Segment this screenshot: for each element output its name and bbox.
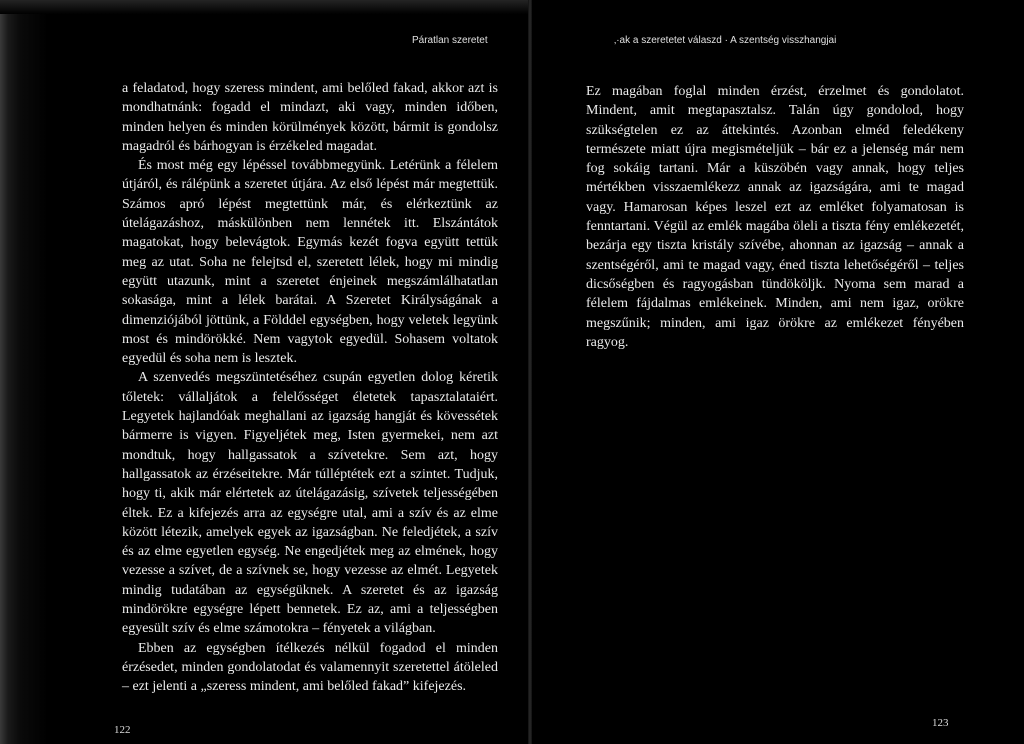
left-running-head: Páratlan szeretet — [412, 35, 488, 46]
paragraph: a feladatod, hogy szeress mindent, ami belőled fakad, akkor azt is mondhatnánk: fogadd el mindazt, aki vagy, minden időben, minden helyen és minden körülmények között, bármit is gondolsz magadról és bárhogyan is érzékeled magadat. — [122, 81, 498, 154]
scan-top-shadow — [0, 0, 528, 14]
left-page-number: 122 — [114, 724, 131, 736]
paragraph: Ebben az egységben ítélkezés nélkül fogadod el minden érzésedet, minden gondolatodat és valamennyit szeretettel átöleled – ezt jelenti a „szeress mindent, ami belőled fakad” kifejezés. — [122, 640, 498, 695]
paragraph: Ez magában foglal minden érzést, érzelmet és gondolatot. Mindent, amit megtapasztalsz. Talán úgy gondolod, hogy szükségtelen ez az áttekintés. Azonban elméd feledékeny természete miatt újra megismételjük – bár ez a jelenség már nem fog sokáig tartani. Már a küszöbén vagy annak, hogy teljes mértékben visszaemlékezz annak az igazságára, ami te magad vagy. Hamarosan képes leszel ezt az emléket folyamatosan is fenntartani. Végül az emlék magába öleli a tiszta fény emlékezetét, bezárja egy tiszta kristály szívébe, ahonnan az igazság – annak a szentségéről, ami te magad vagy, éned tiszta lehetőségéről – teljes dicsőségben és ragyogásban tündököljk. Nyoma sem marad a félelem fájdalmas emlékeinek. Minden, ami nem igaz, orökre megszűnik; minden, ami igaz örökre az emlékezet fényében ragyog. — [586, 84, 964, 350]
paragraph: És most még egy lépéssel továbbmegyünk. Letérünk a félelem útjáról, és rálépünk a szeretet útjára. Az első lépést már megtettük. Számos apró lépést megtettünk már, és elérkeztünk az útelágazáshoz, máskülönben nem lennétek itt. Elszántátok magatokat, hogy belevágtok. Egymás kezét fogva együtt tettük meg az utat. Soha ne felejtsd el, szeretett lélek, hogy mi mindig együtt utazunk, mint a szeretet énjeinek megszámlálhatatlan sokasága, mint a lélek barátai. A Szeretet Királyságának a dimenziójából jöttünk, a Földdel egységben, hogy veletek legyünk most és mindörökké. Nem vagytok egyedül. Sohasem voltatok egyedül és soha nem is lesztek. — [122, 158, 498, 367]
right-page — [532, 0, 1024, 744]
right-body-text — [586, 82, 964, 352]
right-running-head: ‚·ak a szeretetet válaszd · A szentség visszhangjai — [614, 35, 837, 46]
scan-edge-shadow — [0, 0, 48, 744]
left-body-text — [122, 79, 498, 697]
right-page-number: 123 — [932, 717, 949, 729]
paragraph: A szenvedés megszüntetéséhez csupán egyetlen dolog kéretik tőletek: vállaljátok a felelősséget életetek tapasztalataiért. Legyetek hajlandóak meghallani az igazság hangját és kövessétek bármerre is vigyen. Figyeljétek meg, Isten gyermekei, nem azt mondtuk, hogy hallgassatok a szívetekre. Sem azt, hogy hallgassatok az érzéseitekre. Már túlléptétek ezt a szintet. Tudjuk, hogy ti, akik már elértetek az útelágazásig, szívetek teljességében éltek. Ez a kifejezés arra az egységre utal, ami a szív és az elme között létezik, amelyek egyek az igazságban. Ne feledjétek, a szív és az elme egyetlen egység. Ne engedjétek meg az elmének, hogy vezesse a szívet, de a szívnek se, hogy vezesse az elmét. Legyetek mindig tudatában az egységüknek. A szeretet és az igazság mindörökre egységre lépett bennetek. Ez az, ami a teljességben egyesült szív és elme számotokra – fényetek a világban. — [122, 370, 498, 637]
